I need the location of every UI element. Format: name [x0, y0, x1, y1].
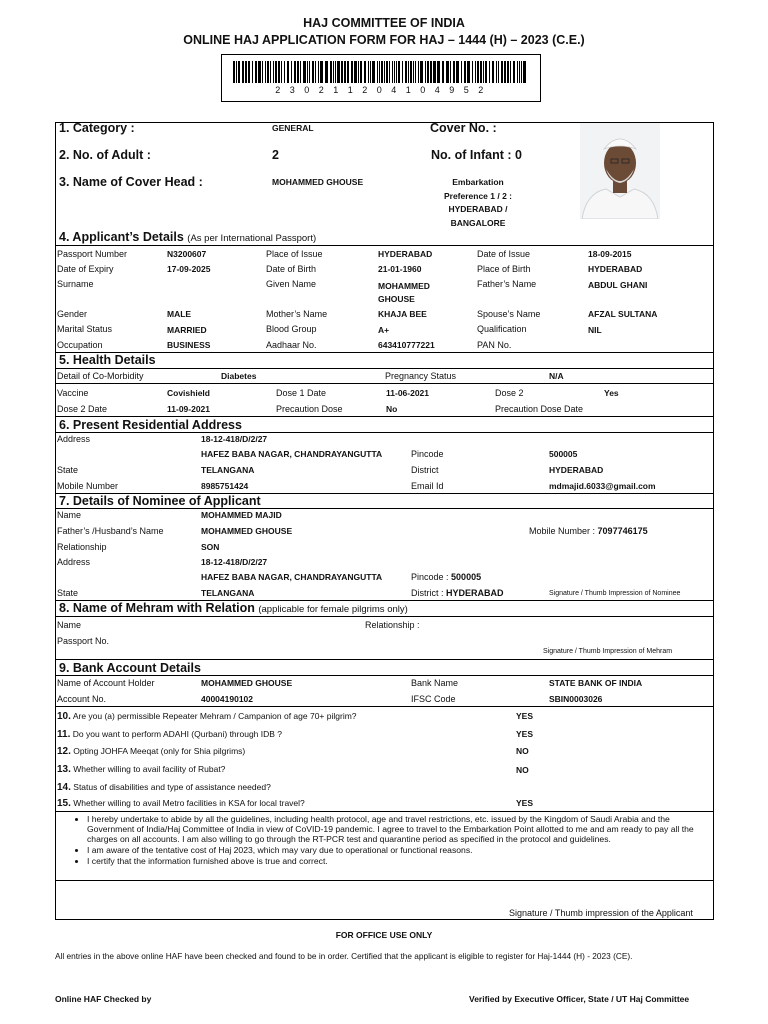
category-value: GENERAL: [272, 123, 314, 133]
barcode-bar: [501, 61, 503, 83]
nominee-state-value: TELANGANA: [201, 588, 255, 598]
barcode-bar: [255, 61, 257, 83]
health-title: 5. Health Details: [59, 353, 156, 367]
barcode-bar: [456, 61, 459, 83]
barcode-bar: [480, 61, 482, 83]
nominee-relation-value: SON: [201, 542, 220, 552]
infant-label: No. of Infant : 0: [431, 148, 522, 162]
barcode-bar: [420, 61, 423, 83]
question-15: [57, 798, 305, 809]
email-label: Email Id: [411, 481, 444, 491]
divider: [55, 432, 714, 433]
father-name-label: Father’s Name: [477, 279, 537, 289]
precaution-date-label: Precaution Dose Date: [495, 404, 584, 414]
question-10: [57, 711, 357, 722]
barcode-bar: [233, 61, 235, 83]
barcode-bar: [318, 61, 319, 83]
mehram-name-label: Name: [57, 620, 82, 630]
adult-label: 2. No. of Adult :: [59, 148, 151, 162]
dose2-date-value: 11-09-2021: [167, 404, 211, 414]
barcode-box: [221, 54, 541, 102]
question-number: 13.: [57, 764, 71, 775]
verified-by-label: Verified by Executive Officer, State / UT Haj Committee: [469, 994, 690, 1004]
barcode-bar: [427, 61, 429, 83]
checked-by-label: Online HAF Checked by: [55, 994, 152, 1004]
barcode-bar: [442, 61, 444, 83]
barcode-bar: [384, 61, 385, 83]
qualification-label: Qualification: [477, 324, 527, 334]
barcode-bar: [408, 61, 409, 83]
precaution-label: Precaution Dose: [276, 404, 343, 414]
question-10-answer: YES: [516, 711, 534, 721]
barcode-bar: [410, 61, 412, 83]
spouse-name-value: AFZAL SULTANA: [588, 309, 658, 319]
aadhaar-value: 643410777221: [378, 340, 435, 350]
barcode-bar: [504, 61, 506, 83]
occupation-label: Occupation: [57, 340, 103, 350]
barcode-bar: [287, 61, 289, 83]
blood-value: A+: [378, 325, 390, 335]
mother-name-label: Mother’s Name: [266, 309, 328, 319]
pregnancy-value: N/A: [549, 371, 564, 381]
surname-label: Surname: [57, 279, 94, 289]
barcode-bar: [358, 61, 359, 83]
declaration-item: • I certify that the information furnished above is true and correct.: [87, 856, 711, 866]
address-label: Address: [57, 434, 91, 444]
given-name-line2: GHOUSE: [378, 294, 415, 304]
question-number: 10.: [57, 711, 71, 722]
barcode-bar: [360, 61, 362, 83]
embark-line4: BANGALORE: [450, 218, 506, 228]
account-holder-value: MOHAMMED GHOUSE: [201, 678, 293, 688]
state-value: TELANGANA: [201, 465, 255, 475]
nominee-father-label: Father’s /Husband’s Name: [57, 526, 164, 536]
barcode-bar: [315, 61, 316, 83]
marital-value: MARRIED: [167, 325, 207, 335]
cover-head-value: MOHAMMED GHOUSE: [272, 177, 364, 187]
barcode-bar: [433, 61, 436, 83]
barcode-bar: [453, 61, 455, 83]
barcode-bar: [368, 61, 369, 83]
passport-no-value: N3200607: [167, 249, 207, 259]
barcode-bar: [347, 61, 349, 83]
nominee-title: 7. Details of Nominee of Applicant: [59, 494, 261, 508]
question-text: Status of disabilities and type of assistance needed?: [73, 782, 271, 792]
embark-line2: Preference 1 / 2 :: [443, 191, 513, 201]
aadhaar-label: Aadhaar No.: [266, 340, 317, 350]
comorbidity-label: Detail of Co-Morbidity: [57, 371, 144, 381]
question-15-answer: YES: [516, 798, 534, 808]
barcode-bar: [294, 61, 296, 83]
question-text: Opting JOHFA Meeqat (only for Shia pilgrims): [73, 746, 246, 756]
occupation-value: BUSINESS: [167, 340, 211, 350]
form-title: HAJ COMMITTEE OF INDIA: [303, 16, 465, 30]
mobile-value: 8985751424: [201, 481, 249, 491]
expiry-value: 17-09-2025: [167, 264, 211, 274]
office-statement: All entries in the above online HAF have been checked and found to be in order. Certified that the applicant is eligible to register for Haj-1444 (H) - 2023 (CE).: [55, 951, 633, 961]
barcode-bar: [475, 61, 476, 83]
given-name-line1: MOHAMMED: [378, 281, 430, 291]
gender-label: Gender: [57, 309, 88, 319]
applicant-signature-label: Signature / Thumb impression of the Applicant: [509, 908, 693, 918]
barcode-bar: [364, 61, 366, 83]
account-holder-label: Name of Account Holder: [57, 678, 155, 688]
divider: [55, 706, 714, 707]
category-label: 1. Category :: [59, 121, 135, 135]
question-text: Are you (a) permissible Repeater Mehram / Campanion of age 70+ pilgrim?: [72, 711, 357, 721]
question-13: [57, 764, 225, 775]
barcode-bar: [372, 61, 375, 83]
dose1-label: Dose 1 Date: [276, 388, 327, 398]
dose2-date-label: Dose 2 Date: [57, 404, 108, 414]
barcode-bar: [392, 61, 393, 83]
barcode-bar: [519, 61, 520, 83]
barcode-bar: [464, 61, 466, 83]
barcode-bar: [513, 61, 515, 83]
barcode-bar: [252, 61, 253, 83]
nominee-district-value: HYDERABAD: [446, 588, 504, 598]
divider: [55, 675, 714, 676]
barcode-bar: [492, 61, 494, 83]
mehram-subtitle: (applicable for female pilgrims only): [258, 604, 408, 615]
barcode-bar: [446, 61, 449, 83]
barcode-bar: [281, 61, 282, 83]
barcode-bar: [354, 61, 357, 83]
barcode-bar: [489, 61, 490, 83]
bank-name-value: STATE BANK OF INDIA: [549, 678, 643, 688]
nominee-state-label: State: [57, 588, 79, 598]
adult-value: 2: [272, 148, 279, 162]
barcode-bar: [396, 61, 397, 83]
mehram-passport-label: Passport No.: [57, 636, 110, 646]
divider: [55, 880, 714, 881]
date-issue-label: Date of Issue: [477, 249, 531, 259]
nominee-name-value: MOHAMMED MAJID: [201, 510, 282, 520]
nominee-pincode: [411, 572, 481, 582]
barcode-bar: [517, 61, 518, 83]
barcode-bar: [303, 61, 306, 83]
barcode-bar: [467, 61, 470, 83]
barcode-bar: [507, 61, 509, 83]
barcode-bar: [307, 61, 308, 83]
district-label: District: [411, 465, 439, 475]
office-use-title: FOR OFFICE USE ONLY: [335, 930, 433, 940]
vaccine-label: Vaccine: [57, 388, 89, 398]
nominee-address-line1: 18-12-418/D/2/27: [201, 557, 268, 567]
barcode-bar: [398, 61, 400, 83]
nominee-address-label: Address: [57, 557, 91, 567]
barcode-bar: [523, 61, 526, 83]
comorbidity-value: Diabetes: [221, 371, 257, 381]
barcode-bar: [238, 61, 240, 83]
applicant-photo: [580, 123, 660, 219]
barcode-bar: [377, 61, 378, 83]
pregnancy-label: Pregnancy Status: [385, 371, 457, 381]
pob-label: Place of Birth: [477, 264, 531, 274]
barcode-bar: [325, 61, 328, 83]
nominee-district: [411, 588, 504, 598]
qualification-value: NIL: [588, 325, 602, 335]
divider: [55, 508, 714, 509]
barcode-bar: [370, 61, 371, 83]
barcode-bar: [300, 61, 301, 83]
barcode-bar: [425, 61, 426, 83]
barcode-bar: [394, 61, 395, 83]
applicant-section-title: [59, 230, 316, 244]
question-number: 15.: [57, 798, 71, 809]
barcode-bar: [472, 61, 473, 83]
barcode-bar: [413, 61, 414, 83]
question-number: 11.: [57, 729, 71, 740]
marital-label: Marital Status: [57, 324, 113, 334]
question-14: [57, 782, 271, 793]
barcode-bar: [278, 61, 280, 83]
nominee-signature-label: Signature / Thumb Impression of Nominee: [549, 590, 681, 597]
barcode-bar: [309, 61, 310, 83]
dob-label: Date of Birth: [266, 264, 317, 274]
question-11-answer: YES: [516, 729, 534, 739]
barcode-bar: [510, 61, 511, 83]
state-label: State: [57, 465, 79, 475]
expiry-label: Date of Expiry: [57, 264, 114, 274]
divider: [55, 368, 714, 369]
nominee-district-label: District :: [411, 588, 444, 598]
address-line2: HAFEZ BABA NAGAR, CHANDRAYANGUTTA: [201, 449, 383, 459]
embark-line3: HYDERABAD /: [448, 204, 508, 214]
dose1-value: 11-06-2021: [386, 388, 430, 398]
barcode-bar: [275, 61, 277, 83]
barcode-bar: [379, 61, 380, 83]
nominee-relation-label: Relationship: [57, 542, 107, 552]
declaration-item: • I am aware of the tentative cost of Haj 2023, which may vary due to operational or functional reasons.: [87, 845, 711, 855]
address-title: 6. Present Residential Address: [59, 418, 242, 432]
barcode-bar: [351, 61, 353, 83]
barcode-bar: [498, 61, 499, 83]
barcode-bar: [258, 61, 261, 83]
barcode-bar: [273, 61, 274, 83]
pincode-value: 500005: [549, 449, 578, 459]
barcode-bar: [402, 61, 403, 83]
nominee-address-line2: HAFEZ BABA NAGAR, CHANDRAYANGUTTA: [201, 572, 383, 582]
passport-no-label: Passport Number: [57, 249, 128, 259]
divider: [55, 416, 714, 417]
place-issue-value: HYDERABAD: [378, 249, 433, 259]
barcode-bar: [291, 61, 292, 83]
bank-title: 9. Bank Account Details: [59, 661, 201, 675]
mother-name-value: KHAJA BEE: [378, 309, 427, 319]
mehram-title: 8. Name of Mehram with Relation: [59, 601, 255, 615]
question-11: [57, 729, 282, 740]
barcode-bar: [341, 61, 343, 83]
cover-head-label: 3. Name of Cover Head :: [59, 175, 203, 189]
pincode-label: Pincode: [411, 449, 444, 459]
nominee-father-value: MOHAMMED GHOUSE: [201, 526, 293, 536]
declarations: [75, 814, 711, 867]
given-name-label: Given Name: [266, 279, 317, 289]
divider: [55, 811, 714, 812]
district-value: HYDERABAD: [549, 465, 604, 475]
mobile-label: Mobile Number: [57, 481, 119, 491]
applicant-subtitle: (As per International Passport): [187, 233, 317, 244]
question-number: 14.: [57, 782, 71, 793]
barcode-bar: [248, 61, 250, 83]
place-issue-label: Place of Issue: [266, 249, 323, 259]
barcode-bar: [450, 61, 451, 83]
mehram-section-title: [59, 601, 408, 615]
dose2-label: Dose 2: [495, 388, 524, 398]
barcode-bar: [496, 61, 497, 83]
email-value: mdmajid.6033@gmail.com: [549, 481, 656, 491]
pan-label: PAN No.: [477, 340, 512, 350]
nominee-pincode-value: 500005: [451, 572, 482, 582]
barcode-digits: 2 3 0 2 1 1 2 0 4 1 0 4 9 5 2: [275, 85, 487, 95]
declaration-item: • I hereby undertake to abide by all the guidelines, including health protocol, age and travel restrictions, etc. issued by the Kingdom of Saudi Arabia and the Government of India/Haj Committee of India in view of CoVID-19 pandemic. I agree to travel to the Embarkation Point allotted to me and am ready to pay all the charges on all accounts. I am also willing to go through the RT-PCR test and quarantine period as specified in the protocol and guidelines.: [87, 814, 711, 844]
barcode-bar: [330, 61, 332, 83]
address-line1: 18-12-418/D/2/27: [201, 434, 268, 444]
barcode-bar: [265, 61, 266, 83]
dose2-value: Yes: [604, 388, 619, 398]
nominee-mobile-value: 7097746175: [597, 526, 648, 536]
account-no-value: 40004190102: [201, 694, 254, 704]
barcode-bar: [485, 61, 487, 83]
pob-value: HYDERABAD: [588, 264, 643, 274]
nominee-name-label: Name: [57, 510, 82, 520]
question-text: Do you want to perform ADAHI (Qurbani) through IDB ?: [72, 729, 283, 739]
barcode-bar: [236, 61, 237, 83]
barcode-bar: [389, 61, 390, 83]
barcode-bar: [242, 61, 244, 83]
bank-name-label: Bank Name: [411, 678, 459, 688]
divider: [55, 245, 714, 246]
vaccine-value: Covishield: [167, 388, 210, 398]
barcode-bar: [477, 61, 479, 83]
barcode-bar: [381, 61, 383, 83]
mehram-relation-label: Relationship :: [365, 620, 420, 630]
barcode-bar: [415, 61, 416, 83]
barcode-bar: [333, 61, 334, 83]
cover-no-label: Cover No. :: [430, 121, 497, 135]
barcode-bar: [312, 61, 314, 83]
barcode-bar: [418, 61, 419, 83]
question-12: [57, 746, 245, 757]
barcode-bar: [284, 61, 285, 83]
barcode: [231, 61, 531, 83]
barcode-bar: [267, 61, 269, 83]
applicant-title: 4. Applicant’s Details: [59, 230, 184, 244]
barcode-bar: [483, 61, 484, 83]
barcode-bar: [337, 61, 340, 83]
gender-value: MALE: [167, 309, 192, 319]
barcode-bar: [437, 61, 440, 83]
barcode-bar: [461, 61, 462, 83]
spouse-name-label: Spouse’s Name: [477, 309, 541, 319]
blood-label: Blood Group: [266, 324, 317, 334]
question-number: 12.: [57, 746, 71, 757]
barcode-bar: [405, 61, 407, 83]
embark-line1: Embarkation: [452, 177, 504, 187]
question-12-answer: NO: [516, 746, 529, 756]
barcode-bar: [270, 61, 271, 83]
barcode-bar: [320, 61, 323, 83]
divider: [55, 383, 714, 384]
barcode-bar: [335, 61, 336, 83]
barcode-bar: [386, 61, 388, 83]
date-issue-value: 18-09-2015: [588, 249, 632, 259]
question-text: Whether willing to avail facility of Rubat?: [73, 764, 226, 774]
mehram-signature-label: Signature / Thumb Impression of Mehram: [543, 648, 673, 655]
nominee-pincode-label: Pincode :: [411, 572, 449, 582]
barcode-bar: [521, 61, 522, 83]
form-subtitle: ONLINE HAJ APPLICATION FORM FOR HAJ – 1444 (H) – 2023 (C.E.): [183, 33, 585, 47]
barcode-bar: [430, 61, 432, 83]
barcode-bar: [245, 61, 247, 83]
nominee-mobile-caption: Mobile Number :: [529, 526, 596, 536]
barcode-bar: [344, 61, 346, 83]
ifsc-value: SBIN0003026: [549, 694, 603, 704]
ifsc-label: IFSC Code: [411, 694, 456, 704]
divider: [55, 659, 714, 660]
dob-value: 21-01-1960: [378, 264, 422, 274]
nominee-mobile-label: [529, 526, 648, 536]
precaution-value: No: [386, 404, 398, 414]
divider: [55, 616, 714, 617]
barcode-bar: [262, 61, 263, 83]
account-no-label: Account No.: [57, 694, 107, 704]
question-text: Whether willing to avail Metro facilities in KSA for local travel?: [73, 798, 305, 808]
question-13-answer: NO: [516, 765, 529, 775]
barcode-bar: [297, 61, 299, 83]
father-name-value: ABDUL GHANI: [588, 280, 648, 290]
